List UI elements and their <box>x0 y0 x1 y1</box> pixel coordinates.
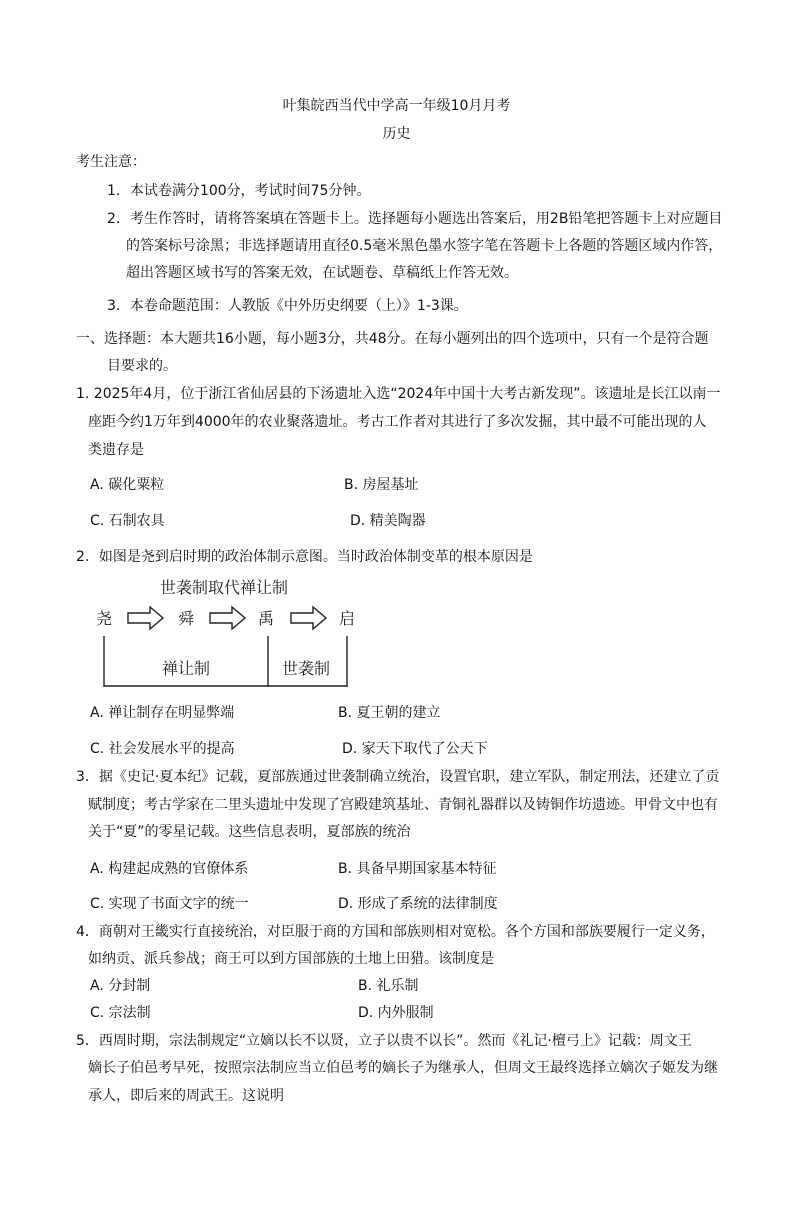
diagram-ruler-qi: 启 <box>339 609 356 628</box>
notice-item-2-line-3: 超出答题区域书写的答案无效，在试题卷、草稿纸上作答无效。 <box>126 265 518 281</box>
notice-item-2-line-1: 2．考生作答时，请将答案填在答题卡上。选择题每小题选出答案后，用2B铅笔把答题卡上对应题目 <box>107 211 723 227</box>
q4-stem-line-2: 如纳贡、派兵参战；商王可以到方国部族的土地上田猎。该制度是 <box>88 951 494 967</box>
diagram-arrow-3 <box>291 607 326 629</box>
notice-item-2-line-2: 的答案标号涂黑；非选择题请用直径0.5毫米黑色墨水签字笔在答题卡上各题的答题区域内作答， <box>126 238 723 254</box>
q2-option-b[interactable]: B. 夏王朝的建立 <box>338 705 441 721</box>
q5-stem-line-1: 5．西周时期，宗法制规定“立嫡以长不以贤，立子以贵不以长”。然而《礼记·檀弓上》记载：周文王 <box>76 1033 692 1049</box>
q1-stem-line-2: 座距今约1万年到4000年的农业聚落遗址。考古工作者对其进行了多次发掘，其中最不可能出现的人 <box>88 414 707 430</box>
exam-subject: 历史 <box>382 126 411 142</box>
q3-option-c[interactable]: C. 实现了书面文字的统一 <box>90 896 249 912</box>
q1-stem-line-3: 类遗存是 <box>88 442 144 458</box>
q4-stem-line-1: 4．商朝对王畿实行直接统治，对臣服于商的方国和部族则相对宽松。各个方国和部族要履行一定义务， <box>76 924 715 940</box>
succession-diagram <box>88 570 368 694</box>
q5-stem-line-3: 承人，即后来的周武王。这说明 <box>88 1088 284 1104</box>
diagram-title: 世袭制取代禅让制 <box>160 578 289 597</box>
q1-option-b[interactable]: B. 房屋基址 <box>344 477 419 493</box>
q4-option-d[interactable]: D. 内外服制 <box>358 1005 434 1021</box>
q1-option-d[interactable]: D. 精美陶器 <box>350 513 426 529</box>
notice-heading: 考生注意： <box>76 154 146 170</box>
diagram-ruler-yu: 禹 <box>258 609 275 628</box>
notice-item-3: 3．本卷命题范围：人教版《中外历史纲要（上）》1-3课。 <box>107 298 468 314</box>
q3-option-b[interactable]: B. 具备早期国家基本特征 <box>338 861 497 877</box>
q3-option-a[interactable]: A. 构建起成熟的官僚体系 <box>90 861 249 877</box>
notice-item-1: 1．本试卷满分100分，考试时间75分钟。 <box>107 183 371 199</box>
q1-option-a[interactable]: A. 碳化粟粒 <box>90 477 165 493</box>
q3-stem-line-2: 赋制度；考古学家在二里头遗址中发现了宫殿建筑基址、青铜礼器群以及铸铜作坊遗迹。甲骨文中也有 <box>88 797 718 813</box>
q1-stem-line-1: 1. 2025年4月，位于浙江省仙居县的下汤遗址入选“2024年中国十大考古新发现”。该遗址是长江以南一 <box>76 386 721 402</box>
q2-option-c[interactable]: C. 社会发展水平的提高 <box>90 741 235 757</box>
exam-title: 叶集皖西当代中学高一年级10月月考 <box>282 98 511 114</box>
diagram-ruler-shun: 舜 <box>178 609 195 628</box>
q4-option-c[interactable]: C. 宗法制 <box>90 1005 151 1021</box>
q3-option-d[interactable]: D. 形成了系统的法律制度 <box>338 896 498 912</box>
diagram-arrow-1 <box>128 607 163 629</box>
diagram-arrow-2 <box>210 607 245 629</box>
q2-option-d[interactable]: D. 家天下取代了公天下 <box>342 741 488 757</box>
q1-option-c[interactable]: C. 石制农具 <box>90 513 165 529</box>
section-heading-line-2: 目要求的。 <box>107 358 177 374</box>
q5-stem-line-2: 嫡长子伯邑考早死，按照宗法制应当立伯邑考的嫡长子为继承人，但周文王最终选择立嫡次子姬发为继 <box>88 1060 718 1076</box>
section-heading-line-1: 一、选择题：本大题共16小题，每小题3分，共48分。在每小题列出的四个选项中，只有一个是符合题 <box>76 331 709 347</box>
q3-stem-line-1: 3．据《史记·夏本纪》记载，夏部族通过世袭制确立统治，设置官职，建立军队，制定刑法，还建立了贡 <box>76 769 720 785</box>
diagram-ruler-yao: 尧 <box>96 609 113 628</box>
q3-stem-line-3: 关于“夏”的零星记载。这些信息表明，夏部族的统治 <box>88 824 411 840</box>
q4-option-b[interactable]: B. 礼乐制 <box>358 978 419 994</box>
q2-option-a[interactable]: A. 禅让制存在明显弊端 <box>90 705 235 721</box>
q2-stem: 2．如图是尧到启时期的政治体制示意图。当时政治体制变革的根本原因是 <box>76 549 533 565</box>
diagram-span-shanrang: 禅让制 <box>162 659 211 678</box>
diagram-span-shixi: 世袭制 <box>282 659 331 678</box>
q4-option-a[interactable]: A. 分封制 <box>90 978 151 994</box>
